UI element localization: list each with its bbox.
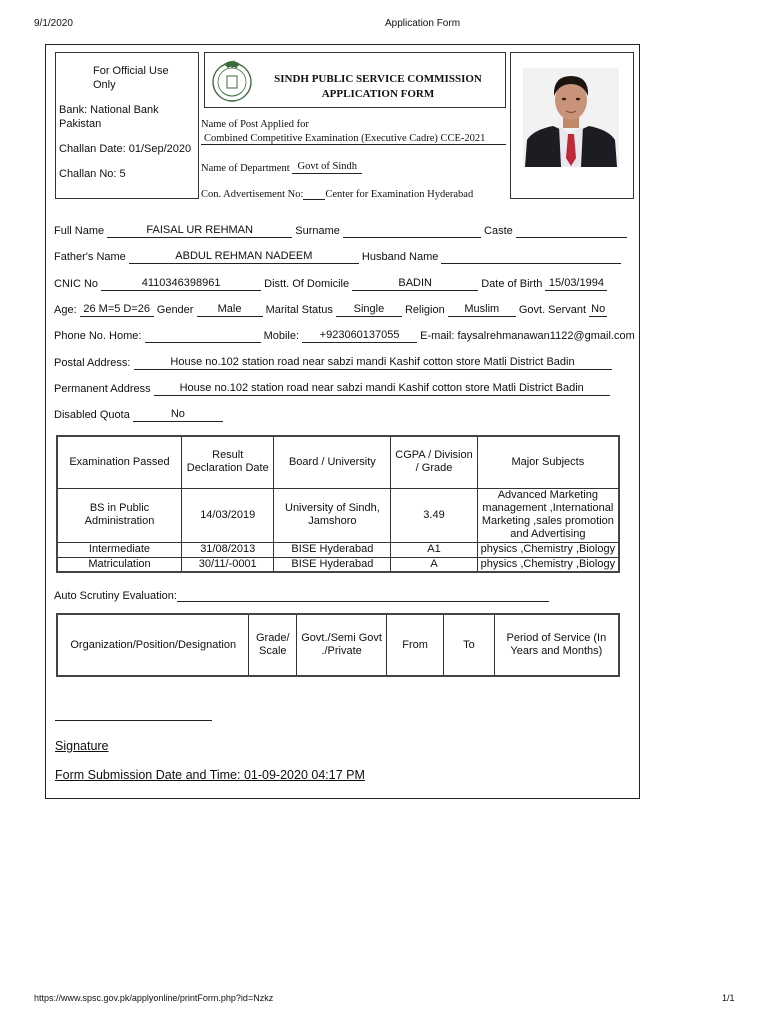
edu-cell: 14/03/2019 bbox=[181, 488, 273, 542]
svc-header-grade: Grade/ Scale bbox=[249, 614, 297, 676]
service-table bbox=[56, 613, 620, 677]
religion-label: Religion bbox=[404, 304, 445, 316]
full-name-field: FAISAL UR REHMAN bbox=[107, 224, 292, 238]
photo-box bbox=[510, 52, 634, 199]
signature-line bbox=[55, 720, 212, 721]
edu-cell: 30/11/-0001 bbox=[181, 557, 273, 572]
dob-label: Date of Birth bbox=[481, 278, 543, 290]
education-table bbox=[56, 435, 620, 573]
husband-name-label: Husband Name bbox=[361, 251, 439, 263]
print-date: 9/1/2020 bbox=[34, 18, 73, 29]
domicile-field: BADIN bbox=[352, 277, 478, 291]
disabled-quota-label: Disabled Quota bbox=[54, 409, 130, 421]
auto-scrutiny-label: Auto Scrutiny Evaluation: bbox=[54, 590, 177, 602]
age-field: 26 M=5 D=26 bbox=[80, 303, 154, 317]
edu-cell: Matriculation bbox=[57, 557, 181, 572]
domicile-label: Distt. Of Domicile bbox=[264, 278, 350, 290]
bank-name: Bank: National Bank Pakistan bbox=[59, 104, 159, 130]
edu-header-subjects: Major Subjects bbox=[477, 436, 619, 488]
phone-label: Phone No. Home: bbox=[54, 330, 142, 342]
edu-cell: A1 bbox=[391, 542, 477, 557]
form-title: APPLICATION FORM bbox=[321, 88, 435, 100]
official-use-box bbox=[55, 52, 199, 199]
email-field: faysalrehmanawan1122@gmail.com bbox=[457, 330, 635, 342]
govt-servant-field: No bbox=[591, 303, 606, 315]
caste-field bbox=[516, 224, 627, 238]
gender-field: Male bbox=[197, 303, 263, 317]
marital-status-label: Marital Status bbox=[265, 304, 333, 316]
edu-header-date: Result Declaration Date bbox=[181, 436, 273, 488]
post-value: Combined Competitive Examination (Executive Cadre) CCE-2021 bbox=[201, 133, 506, 145]
surname-label: Surname bbox=[295, 225, 340, 237]
department-label: Name of Department bbox=[201, 163, 290, 174]
department-value: Govt of Sindh bbox=[292, 160, 362, 174]
edu-header-grade: CGPA / Division / Grade bbox=[391, 436, 477, 488]
post-label: Name of Post Applied for bbox=[201, 119, 309, 130]
full-name-label: Full Name bbox=[54, 225, 105, 237]
edu-cell: 31/08/2013 bbox=[181, 542, 273, 557]
applicant-photo bbox=[523, 68, 619, 167]
official-use-title: For Official Use Only bbox=[93, 65, 169, 91]
svc-header-to: To bbox=[444, 614, 495, 676]
challan-no: Challan No: 5 bbox=[59, 168, 126, 180]
phone-field bbox=[145, 329, 261, 343]
svc-header-organization: Organization/Position/Designation bbox=[57, 614, 249, 676]
edu-cell: 3.49 bbox=[391, 488, 477, 542]
postal-address-label: Postal Address: bbox=[54, 357, 131, 369]
religion-field: Muslim bbox=[448, 303, 516, 317]
permanent-address-label: Permanent Address bbox=[54, 383, 151, 395]
print-url[interactable]: https://www.spsc.gov.pk/applyonline/printForm.php?id=Nzkz bbox=[34, 993, 274, 1003]
father-name-field: ABDUL REHMAN NADEEM bbox=[129, 250, 359, 264]
svc-header-from: From bbox=[387, 614, 444, 676]
gender-label: Gender bbox=[156, 304, 194, 316]
edu-cell: Intermediate bbox=[57, 542, 181, 557]
permanent-address-field: House no.102 station road near sabzi mandi Kashif cotton store Matli District Badin bbox=[154, 382, 610, 396]
commission-name: SINDH PUBLIC SERVICE COMMISSION bbox=[274, 73, 482, 85]
cnic-label: CNIC No bbox=[54, 278, 99, 290]
service-header-row bbox=[57, 614, 619, 676]
govt-servant-label: Govt. Servant bbox=[518, 304, 587, 316]
edu-cell: BS in Public Administration bbox=[57, 488, 181, 542]
mobile-field: +923060137055 bbox=[302, 329, 417, 343]
svc-header-period: Period of Service (In Years and Months) bbox=[494, 614, 619, 676]
challan-date: Challan Date: 01/Sep/2020 bbox=[59, 143, 192, 155]
edu-cell: BISE Hyderabad bbox=[274, 542, 391, 557]
commission-header bbox=[204, 52, 506, 108]
edu-header-exam: Examination Passed bbox=[57, 436, 181, 488]
submission-datetime: Form Submission Date and Time: 01-09-2020 04:17 PM bbox=[55, 768, 365, 782]
advertisement-label: Con. Advertisement No: bbox=[201, 189, 304, 200]
edu-cell: physics ,Chemistry ,Biology bbox=[477, 542, 619, 557]
print-page-number: 1/1 bbox=[722, 993, 735, 1003]
email-label: E-mail: bbox=[420, 330, 455, 342]
postal-address-field: House no.102 station road near sabzi mandi Kashif cotton store Matli District Badin bbox=[134, 356, 612, 370]
table-row bbox=[57, 488, 619, 542]
cnic-field: 4110346398961 bbox=[101, 277, 261, 291]
advertisement-value: Center for Examination Hyderabad bbox=[325, 189, 474, 200]
edu-cell: Advanced Marketing management ,International Marketing ,sales promotion and Advertising bbox=[477, 488, 619, 542]
caste-label: Caste bbox=[484, 225, 513, 237]
table-row bbox=[57, 557, 619, 572]
svc-header-govt: Govt./Semi Govt ./Private bbox=[297, 614, 387, 676]
father-name-label: Father's Name bbox=[54, 251, 126, 263]
edu-cell: A bbox=[391, 557, 477, 572]
edu-header-board: Board / University bbox=[274, 436, 391, 488]
edu-cell: University of Sindh, Jamshoro bbox=[274, 488, 391, 542]
age-label: Age: bbox=[54, 304, 77, 316]
signature-label: Signature bbox=[55, 739, 109, 753]
print-title: Application Form bbox=[385, 18, 461, 29]
dob-field: 15/03/1994 bbox=[545, 277, 607, 291]
husband-name-field bbox=[441, 250, 621, 264]
edu-cell: physics ,Chemistry ,Biology bbox=[477, 557, 619, 572]
edu-cell: BISE Hyderabad bbox=[274, 557, 391, 572]
marital-status-field: Single bbox=[336, 303, 402, 317]
disabled-quota-field: No bbox=[133, 408, 223, 422]
table-row bbox=[57, 542, 619, 557]
surname-field bbox=[343, 224, 481, 238]
mobile-label: Mobile: bbox=[263, 330, 300, 342]
education-header-row bbox=[57, 436, 619, 488]
